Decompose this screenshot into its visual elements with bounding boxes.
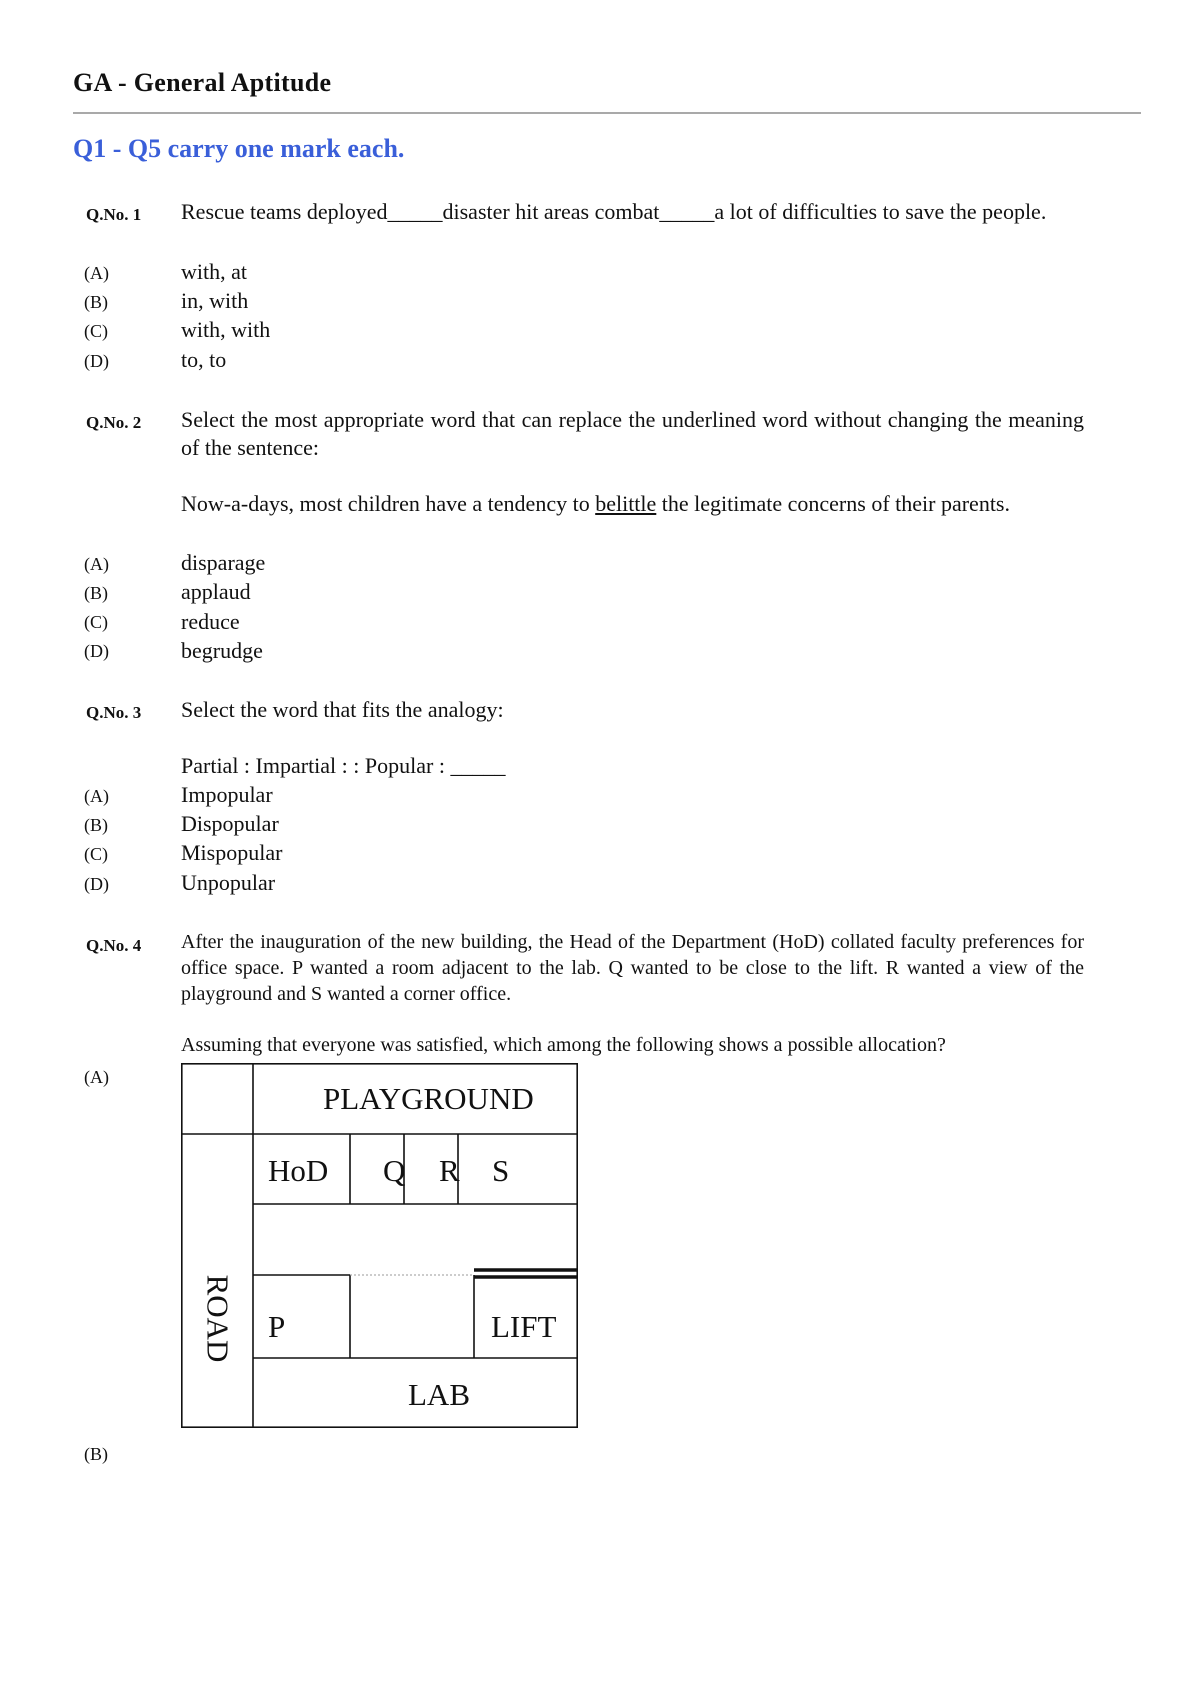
option-label: (D) <box>84 351 109 371</box>
header-divider <box>73 112 1141 114</box>
option-text: Unpopular <box>181 870 276 895</box>
question-text: Select the most appropriate word that can replace the underlined word without changing the meaning of the sentence: <box>181 407 1084 460</box>
option-label: (C) <box>84 321 108 341</box>
option-text: Dispopular <box>181 811 279 836</box>
r-label: R <box>439 1153 460 1188</box>
option-label: (A) <box>84 263 109 283</box>
question-number: Q.No. 1 <box>86 205 142 224</box>
analogy-text: Partial : Impartial : : Popular : _____ <box>181 753 506 778</box>
question-text <box>181 198 1084 226</box>
option-label: (B) <box>84 292 108 312</box>
floor-plan-diagram <box>181 1063 578 1428</box>
q-label: Q <box>383 1153 406 1188</box>
option-text: begrudge <box>181 638 263 663</box>
fill-in-blank: _____ <box>659 199 715 224</box>
option-label: (C) <box>84 844 108 864</box>
s-label: S <box>492 1153 510 1188</box>
option-text: applaud <box>181 579 251 604</box>
option-text: disparage <box>181 550 266 575</box>
option-text: in, with <box>181 288 249 313</box>
question-number: Q.No. 2 <box>86 413 142 432</box>
option-label: (C) <box>84 612 108 632</box>
question-text: After the inauguration of the new building, the Head of the Department (HoD) collated faculty preferences for office space. P wanted a room adjacent to the lab. Q wanted to be close to the lift. R wanted a view of the playground and S wanted a corner office. <box>181 931 1084 1005</box>
option-text: reduce <box>181 609 240 634</box>
floor-plan-grid <box>181 1063 578 1428</box>
question-text-part: Rescue teams deployed <box>181 199 388 224</box>
option-text: to, to <box>181 347 227 372</box>
section-title: GA - General Aptitude <box>73 68 332 97</box>
option-label: (A) <box>84 786 109 806</box>
option-label: (A) <box>84 554 109 574</box>
underlined-word: belittle <box>595 491 657 516</box>
option-label: (D) <box>84 874 109 894</box>
hod-label: HoD <box>268 1153 329 1188</box>
option-label: (B) <box>84 1444 108 1464</box>
sentence-part: the legitimate concerns of their parents. <box>656 491 1010 516</box>
option-text: with, at <box>181 259 247 284</box>
option-text: Mispopular <box>181 840 283 865</box>
road-label: ROAD <box>200 1274 236 1362</box>
marks-heading: Q1 - Q5 carry one mark each. <box>73 134 405 163</box>
option-label: (B) <box>84 815 108 835</box>
question-text-part: a lot of difficulties to save the people. <box>714 199 1047 224</box>
option-label: (D) <box>84 641 109 661</box>
p-label: P <box>268 1309 286 1344</box>
fill-in-blank: _____ <box>387 199 443 224</box>
option-label: (A) <box>84 1067 109 1087</box>
question-text-part: disaster hit areas combat <box>442 199 660 224</box>
lift-label: LIFT <box>491 1309 557 1344</box>
option-text: Impopular <box>181 782 273 807</box>
question-text: Select the word that fits the analogy: <box>181 697 504 722</box>
lab-label: LAB <box>408 1377 470 1412</box>
option-text: with, with <box>181 317 271 342</box>
sentence-part: Now-a-days, most children have a tendency to <box>181 491 596 516</box>
outer-border <box>182 1064 577 1427</box>
playground-label: PLAYGROUND <box>323 1081 534 1116</box>
question-prompt: Assuming that everyone was satisfied, which among the following shows a possible allocation? <box>181 1034 946 1056</box>
question-sentence <box>181 490 1084 518</box>
question-number: Q.No. 4 <box>86 936 142 955</box>
option-label: (B) <box>84 583 108 603</box>
question-number: Q.No. 3 <box>86 703 142 722</box>
